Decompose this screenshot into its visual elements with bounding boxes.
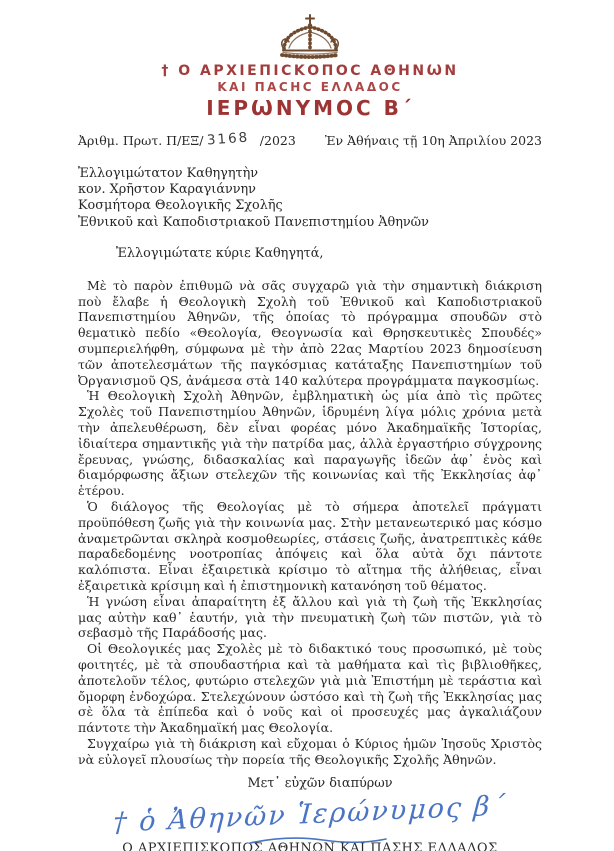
recipient-block [78, 166, 542, 231]
paragraph: Μὲ τὸ παρὸν ἐπιθυμῶ νὰ σᾶς συγχαρῶ γιὰ τὴν σημαντικὴ διάκριση ποὺ ἔλαβε ἡ Θεολογικὴ Σχολὴ τοῦ Ἐθνικοῦ καὶ Καποδιστριακοῦ Πανεπιστημίου Ἀθηνῶν, τῆς ὁποίας τὸ πρόγραμμα σπουδῶν στὸ θεματικὸ πεδίο «Θεολογία, Θεογνωσία καὶ Θρησκευτικὲς Σπουδές» συμπεριελήφθη, σύμφωνα μὲ τὴν ἀπὸ 22ας Μαρτίου 2023 δημοσίευση τῶν ἀποτελεσμάτων τῆς παγκόσμιας κατάταξης Πανεπιστημίων τοῦ Ὀργανισμοῦ QS, ἀνάμεσα στὰ 140 καλύτερα προγράμματα παγκοσμίως. [78, 277, 542, 388]
closing-formula: Μετ᾽ εὐχῶν διαπύρων [247, 775, 393, 791]
signatory-title: Ο ΑΡΧΙΕΠΙΣΚΟΠΟΣ ΑΘΗΝΩΝ ΚΑΙ ΠΑΣΗΣ ΕΛΛΑΔΟΣ [122, 840, 498, 851]
letterhead-title-line1: † Ο ΑΡΧΙΕΠΙϹΚΟΠΟϹ ΑΘΗΝѠΝ [161, 63, 459, 79]
letter-body [78, 278, 542, 768]
paragraph: Οἱ Θεολογικές μας Σχολὲς μὲ τὸ διδακτικό τους προσωπικό, μὲ τοὺς φοιτητές, μὲ τὰ σπουδαστήρια καὶ τὰ μαθήματα καὶ τὶς βιβλιοθῆκες, ἀποτελοῦν τέλος, φυτώριο στελεχῶν γιὰ μιὰ Ἐπιστήμη μὲ τεράστια καὶ ὄμορφη ἐνδοχώρα. Στελεχώνουν ὡστόσο καὶ τὴ ζωὴ τῆς Ἐκκλησίας μας σὲ ὅλα τὰ ἐπίπεδα καὶ ὁ νοῦς καὶ οἱ προσευχές μας ἀγκαλιάζουν πάντοτε τὴν Ἀκαδημαϊκή μας Θεολογία. [78, 641, 542, 736]
signature-block [78, 789, 542, 851]
salutation: Ἐλλογιμώτατε κύριε Καθηγητά, [116, 245, 324, 261]
signature-script: † ὁ Ἀθηνῶν Ἱερώνυμος β΄ [112, 789, 508, 839]
letterhead-title-line2: ΚΑΙ ΠΑϹΗϹ ΕΛΛΑΔΟϹ [217, 80, 403, 94]
paragraph: Ὁ διάλογος τῆς Θεολογίας μὲ τὸ σήμερα ἀποτελεῖ πράγματι προϋπόθεση ζωῆς γιὰ τὴν κοινωνία μας. Στὴν μετανεωτερικό μας κόσμο ἀναμετρῶνται σκληρὰ κοσμοθεωρίες, στάσεις ζωῆς, ἀνατρεπτικὲς κάθε παραδεδομένης νοοτροπίας ἀπόψεις καὶ ὅλα αὐτὰ ὄχι πάντοτε καλόπιστα. Εἶναι ἐξαιρετικὰ κρίσιμο τὸ αἴτημα τῆς ἀλήθειας, εἶναι ἐξαιρετικὰ κρίσιμη καὶ ἡ ἐπιστημονικὴ κατανόηση τοῦ θέματος. [78, 498, 542, 593]
crown-icon [277, 14, 343, 60]
dateline: Ἐν Ἀθήναις τῇ 10η Ἀπριλίου 2023 [324, 133, 542, 148]
paragraph: Ἡ Θεολογικὴ Σχολὴ Ἀθηνῶν, ἐμβληματικὴ ὡς μία ἀπὸ τὶς πρῶτες Σχολὲς τοῦ Πανεπιστημίου Ἀθηνῶν, ἱδρυμένη λίγα μόλις χρόνια μετὰ τὴν ἀπελευθέρωση, δὲν εἶναι φορέας μόνο Ἀκαδημαϊκῆς Ἱστορίας, ἰδιαίτερα σημαντικῆς γιὰ τὴν πατρίδα μας, ἀλλὰ ἐργαστήριο σύγχρονης ἔρευνας, γνώσης, διδασκαλίας καὶ παραγωγῆς ἰδεῶν ἀφ᾽ ἑνὸς καὶ διαμόρφωσης ἄξιων στελεχῶν τῆς κοινωνίας καὶ τῆς Ἐκκλησίας ἀφ᾽ ἑτέρου. [78, 388, 542, 499]
recipient-line: Ἐθνικοῦ καὶ Καποδιστριακοῦ Πανεπιστημίου Ἀθηνῶν [78, 214, 429, 230]
meta-row [78, 129, 542, 149]
letterhead-name: ΙΕΡѠΝΥΜΟϹ Β΄ [206, 96, 414, 120]
letterhead [78, 14, 542, 120]
recipient-line: κον. Χρῆστον Καραγιάννην [78, 182, 256, 198]
paragraph: Ἡ γνώση εἶναι ἀπαραίτητη ἐξ ἄλλου καὶ γιὰ τὴ ζωὴ τῆς Ἐκκλησίας μας αὐτὴν καθ᾽ ἑαυτήν, γιὰ τὴν πνευματικὴ ζωὴ τῶν πιστῶν, γιὰ τὸ σεβασμὸ τῆς Παράδοσής μας. [78, 593, 542, 641]
paragraph: Συγχαίρω γιὰ τὴ διάκριση καὶ εὔχομαι ὁ Κύριος ἡμῶν Ἰησοῦς Χριστὸς νὰ εὐλογεῖ πλουσίως τὴν πορεία τῆς Θεολογικῆς Σχολῆς Ἀθηνῶν. [78, 735, 542, 767]
protocol-suffix: /2023 [259, 133, 296, 148]
recipient-line: Κοσμήτορα Θεολογικῆς Σχολῆς [78, 198, 283, 214]
protocol-prefix: Ἀριθμ. Πρωτ. Π/ΕΞ/ [78, 133, 204, 148]
signature-flourish-icon [248, 833, 388, 847]
protocol-line [78, 129, 296, 149]
protocol-number-handwritten: 3168 [206, 129, 251, 149]
recipient-line: Ἐλλογιμώτατον Καθηγητὴν [78, 166, 259, 181]
